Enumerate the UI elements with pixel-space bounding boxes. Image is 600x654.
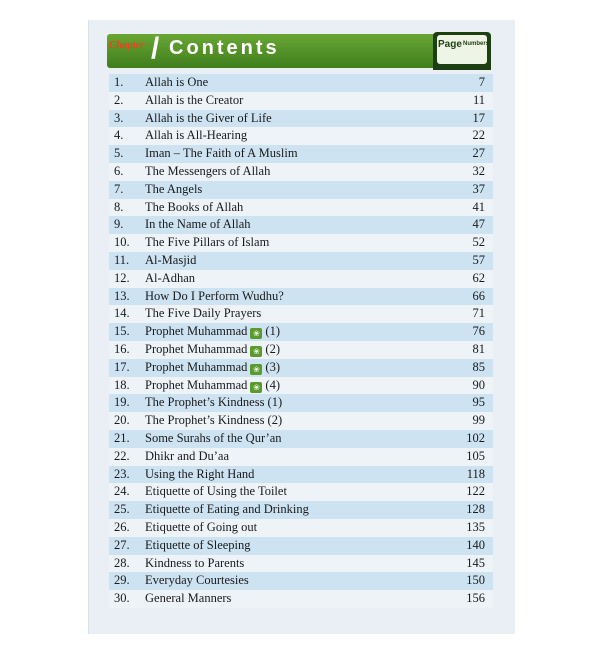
chapter-number: 11. [114, 252, 130, 267]
chapter-title-part: (3) [265, 359, 280, 374]
page-number: 11 [472, 92, 485, 107]
chapter-number: 20. [114, 413, 130, 428]
chapter-number: 16. [114, 341, 130, 356]
page-number: 102 [466, 430, 485, 445]
chapter-title-text: Allah is the Creator [145, 92, 244, 107]
pbuh-calligraphy-icon: ❀ [250, 364, 262, 375]
list-item[interactable] [109, 323, 493, 341]
chapter-title [145, 288, 284, 306]
chapter-title-text: The Prophet’s Kindness (2) [145, 413, 283, 428]
page-number: 22 [472, 128, 485, 143]
pbuh-calligraphy-icon: ❀ [250, 382, 262, 393]
page-number: 105 [466, 448, 485, 463]
list-item[interactable] [109, 252, 493, 270]
chapter-number: 3. [114, 110, 124, 125]
chapter-number: 25. [114, 502, 130, 517]
page-number: 140 [466, 537, 485, 552]
chapter-title-text: Allah is One [145, 75, 209, 89]
chapter-title-text: The Prophet’s Kindness (1) [145, 395, 283, 410]
page-number: 135 [466, 519, 485, 534]
chapter-title [145, 394, 282, 412]
chapter-title [145, 448, 229, 466]
page-title: Contents [169, 37, 280, 59]
chapter-number: 4. [114, 128, 124, 143]
chapter-title-text: The Angels [145, 181, 203, 196]
page-number: 128 [466, 502, 485, 517]
chapter-title [145, 305, 261, 323]
page-number: 37 [472, 181, 485, 196]
page-number: 71 [472, 306, 485, 321]
page-number: 156 [466, 591, 485, 606]
chapter-title-part: (2) [265, 341, 280, 356]
chapter-title-text: Kindness to Parents [145, 555, 245, 570]
chapter-title-text: Some Surahs of the Qur’an [145, 430, 282, 445]
chapter-title [145, 110, 272, 128]
chapter-number: 30. [114, 591, 130, 606]
page-number: 66 [472, 288, 485, 303]
list-item[interactable] [109, 163, 493, 181]
page-number: 85 [472, 359, 485, 374]
chapter-title-text: Etiquette of Sleeping [145, 537, 251, 552]
chapter-number: 18. [114, 377, 130, 392]
chapter-number: 10. [114, 235, 130, 250]
chapter-number: 21. [114, 430, 130, 445]
contents-header [107, 34, 491, 68]
numbers-label: Numbers [463, 41, 490, 47]
chapter-title [145, 537, 251, 555]
contents-page [88, 20, 515, 634]
chapter-number: 6. [114, 163, 124, 178]
chapter-number: 5. [114, 146, 124, 161]
chapter-number: 19. [114, 395, 130, 410]
chapter-title-text: Prophet Muhammad [145, 359, 248, 374]
page-number: 145 [466, 555, 485, 570]
page-number: 57 [472, 252, 485, 267]
chapter-title-text: Everyday Courtesies [145, 573, 249, 588]
chapter-title [145, 572, 249, 590]
page-numbers-tab [433, 32, 491, 70]
list-item[interactable] [109, 377, 493, 395]
chapter-number: 29. [114, 573, 130, 588]
chapter-number: 9. [114, 217, 124, 232]
chapter-title [145, 216, 251, 234]
chapter-title [145, 555, 244, 573]
chapter-number: 17. [114, 359, 130, 374]
list-item[interactable] [109, 341, 493, 359]
chapter-title [145, 341, 280, 359]
list-item[interactable] [109, 199, 493, 217]
chapter-title [145, 92, 243, 110]
chapter-title-part: (4) [265, 377, 280, 392]
chapter-number: 14. [114, 306, 130, 321]
list-item[interactable] [109, 572, 493, 590]
list-item[interactable] [109, 555, 493, 573]
list-item[interactable] [109, 234, 493, 252]
chapter-title-text: General Manners [145, 591, 232, 606]
list-item[interactable] [109, 537, 493, 555]
chapter-title [145, 377, 280, 395]
chapter-title [145, 127, 247, 145]
chapter-title-text: How Do I Perform Wudhu? [145, 288, 284, 303]
chapter-title-text: Etiquette of Using the Toilet [145, 484, 287, 499]
chapter-title [145, 501, 309, 519]
chapter-title [145, 181, 202, 199]
page-number: 76 [472, 324, 485, 339]
chapter-title [145, 74, 208, 92]
chapter-number: 1. [114, 75, 124, 89]
chapter-title-text: In the Name of Allah [145, 217, 251, 232]
chapter-title [145, 145, 298, 163]
list-item[interactable] [109, 466, 493, 484]
page-number: 81 [472, 341, 485, 356]
chapter-title-text: The Messengers of Allah [145, 163, 271, 178]
page-number: 99 [472, 413, 485, 428]
list-item[interactable] [109, 590, 493, 608]
page-number: 41 [472, 199, 485, 214]
chapter-number: 22. [114, 448, 130, 463]
list-item[interactable] [109, 305, 493, 323]
list-item[interactable] [109, 127, 493, 145]
list-item[interactable] [109, 519, 493, 537]
list-item[interactable] [109, 145, 493, 163]
chapter-title-text: Dhikr and Du’aa [145, 448, 229, 463]
page-number: 90 [472, 377, 485, 392]
chapter-number: 7. [114, 181, 124, 196]
contents-list [109, 74, 493, 608]
chapter-label: Chapter [109, 39, 145, 51]
chapter-title [145, 483, 287, 501]
chapter-title-text: Prophet Muhammad [145, 341, 248, 356]
pbuh-calligraphy-icon: ❀ [250, 328, 262, 339]
list-item[interactable] [109, 216, 493, 234]
chapter-title-text: Prophet Muhammad [145, 377, 248, 392]
chapter-title [145, 430, 282, 448]
list-item[interactable] [109, 430, 493, 448]
list-item[interactable] [109, 483, 493, 501]
page-number: 27 [472, 146, 485, 161]
page-number: 32 [472, 163, 485, 178]
header-slash-decoration: / [151, 32, 160, 65]
chapter-title-text: Prophet Muhammad [145, 324, 248, 339]
chapter-number: 2. [114, 92, 124, 107]
chapter-title-part: (1) [265, 324, 280, 339]
list-item[interactable] [109, 359, 493, 377]
chapter-title [145, 412, 282, 430]
list-item[interactable] [109, 288, 493, 306]
page-number: 17 [472, 110, 485, 125]
chapter-title [145, 590, 231, 608]
chapter-number: 26. [114, 519, 130, 534]
list-item[interactable] [109, 92, 493, 110]
chapter-number: 8. [114, 199, 124, 214]
page-number: 52 [472, 235, 485, 250]
chapter-title-text: Using the Right Hand [145, 466, 255, 481]
page-number: 150 [466, 573, 485, 588]
chapter-number: 24. [114, 484, 130, 499]
chapter-number: 27. [114, 537, 130, 552]
list-item[interactable] [109, 110, 493, 128]
chapter-title [145, 252, 196, 270]
chapter-title-text: Etiquette of Eating and Drinking [145, 502, 309, 517]
page-number: 122 [466, 484, 485, 499]
pbuh-calligraphy-icon: ❀ [250, 346, 262, 357]
chapter-number: 13. [114, 288, 130, 303]
chapter-number: 23. [114, 466, 130, 481]
list-item[interactable] [109, 394, 493, 412]
chapter-title [145, 323, 280, 341]
chapter-title-text: Allah is All-Hearing [145, 128, 248, 143]
list-item[interactable] [109, 270, 493, 288]
chapter-title-text: The Books of Allah [145, 199, 244, 214]
chapter-title [145, 466, 254, 484]
chapter-title-text: Al-Adhan [145, 270, 195, 285]
list-item[interactable] [109, 181, 493, 199]
chapter-title-text: Allah is the Giver of Life [145, 110, 272, 125]
list-item[interactable] [109, 412, 493, 430]
page-number: 62 [472, 270, 485, 285]
chapter-number: 12. [114, 270, 130, 285]
chapter-number: 15. [114, 324, 130, 339]
list-item[interactable] [109, 74, 493, 92]
chapter-title-text: The Five Daily Prayers [145, 306, 262, 321]
list-item[interactable] [109, 448, 493, 466]
chapter-title [145, 199, 243, 217]
chapter-number: 28. [114, 555, 130, 570]
list-item[interactable] [109, 501, 493, 519]
page-number: 7 [478, 75, 485, 89]
chapter-title [145, 234, 269, 252]
page-number: 47 [472, 217, 485, 232]
page-label: Page [438, 39, 462, 50]
chapter-title-text: Al-Masjid [145, 252, 197, 267]
page-number: 118 [466, 466, 485, 481]
chapter-title [145, 270, 195, 288]
chapter-title-text: The Five Pillars of Islam [145, 235, 270, 250]
chapter-title-text: Iman – The Faith of A Muslim [145, 146, 298, 161]
chapter-title [145, 163, 270, 181]
chapter-title [145, 359, 280, 377]
chapter-title [145, 519, 257, 537]
chapter-title-text: Etiquette of Going out [145, 519, 258, 534]
page-number: 95 [472, 395, 485, 410]
